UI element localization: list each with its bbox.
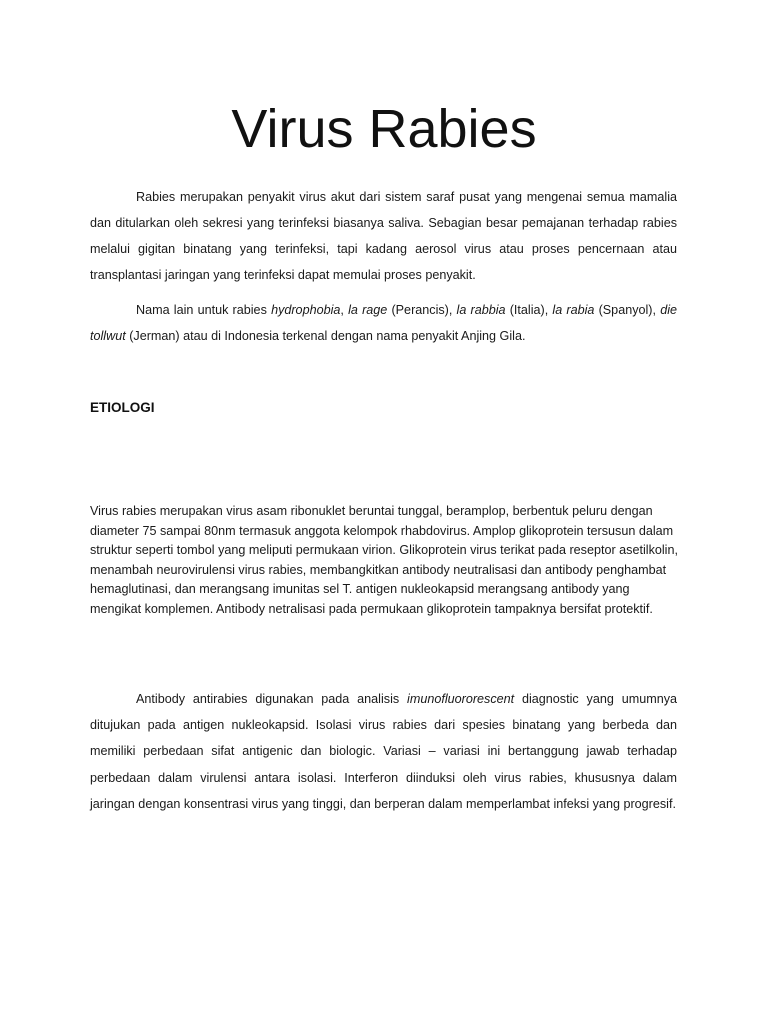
paragraph-other-names	[90, 297, 677, 349]
page-title: Virus Rabies	[231, 99, 537, 159]
italic-term: la rabia	[552, 303, 595, 317]
text-run: Nama lain untuk rabies	[136, 303, 272, 317]
text-run: diagnostic yang umumnya ditujukan pada antigen nukleokapsid. Isolasi virus rabies dari spesies binatang yang berbeda dan memiliki perbedaan sifat antigenic dan biologic. Variasi – variasi ini bertanggung jawab terhadap perbedaan dalam virulensi antara isolasi. Interferon diinduksi oleh virus rabies, khususnya dalam jaringan dengan konsentrasi virus yang tinggi, dan berperan dalam memperlambat infeksi yang progresif.	[90, 692, 678, 811]
paragraph-intro	[90, 184, 677, 288]
text-run: Antibody antirabies digunakan pada analisis	[136, 692, 408, 706]
italic-term: hydrophobia	[271, 303, 341, 317]
text-run: ,	[340, 303, 349, 317]
text-run: (Jerman) atau di Indonesia terkenal dengan nama penyakit Anjing Gila.	[125, 329, 526, 343]
text-run: (Perancis),	[387, 303, 457, 317]
paragraph-etiologi: Virus rabies merupakan virus asam ribonuklet beruntai tunggal, beramplop, berbentuk peluru dengan diameter 75 sampai 80nm termasuk anggota kelompok rhabdovirus. Amplop glikoprotein tersusun dalam struktur seperti tombol yang meliputi permukaan virion. Glikoprotein virus terikat pada reseptor asetilkolin, menambah neurovirulensi virus rabies, membangkitkan antibody neutralisasi dan antibody penghambat hemaglutinasi, dan merangsang imunitas sel T. antigen nukleokapsid merangsang antibody yang mengikat komplemen. Antibody netralisasi pada permukaan glikoprotein tampaknya bersifat protektif.	[90, 504, 678, 616]
paragraph-antibody	[90, 686, 677, 817]
text-run: (Italia),	[505, 303, 553, 317]
italic-term: imunofluororescent	[407, 692, 515, 706]
paragraph-intro-text: Rabies merupakan penyakit virus akut dari sistem saraf pusat yang mengenai semua mamalia dan ditularkan oleh sekresi yang terinfeksi biasanya saliva. Sebagian besar pemajanan terhadap rabies melalui gigitan binatang yang terinfeksi, tapi kadang aerosol virus atau proses pencernaan atau transplantasi jaringan yang terinfeksi dapat memulai proses penyakit.	[90, 190, 677, 282]
italic-term: la rage	[348, 303, 388, 317]
section-heading-etiologi: ETIOLOGI	[90, 400, 155, 415]
italic-term: la rabbia	[456, 303, 506, 317]
text-run: (Spanyol),	[594, 303, 661, 317]
italic-term: die tollwut	[90, 303, 677, 343]
